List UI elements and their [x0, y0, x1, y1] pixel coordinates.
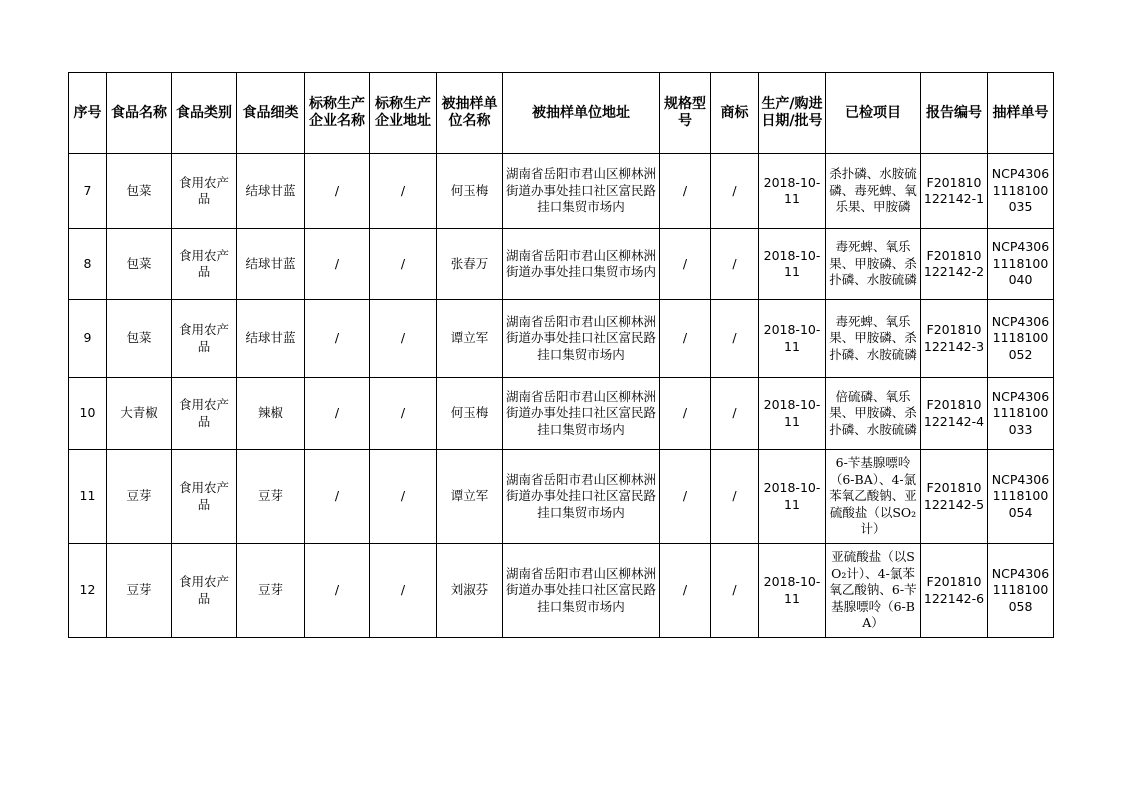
cell-labeled-producer: / — [305, 544, 370, 638]
cell-seq: 9 — [69, 300, 107, 378]
cell-labeled-address: / — [370, 229, 437, 300]
cell-food-subcategory: 辣椒 — [237, 378, 305, 450]
cell-tested-items: 6-苄基腺嘌呤（6-BA）、4-氯苯氧乙酸钠、亚硫酸盐（以SO₂计） — [826, 450, 921, 544]
cell-labeled-producer: / — [305, 450, 370, 544]
cell-food-subcategory: 结球甘蓝 — [237, 229, 305, 300]
cell-food-subcategory: 豆芽 — [237, 450, 305, 544]
cell-labeled-producer: / — [305, 154, 370, 229]
header-sample-no: 抽样单号 — [988, 73, 1054, 154]
cell-seq: 12 — [69, 544, 107, 638]
cell-tested-items: 毒死蜱、氧乐果、甲胺磷、杀扑磷、水胺硫磷 — [826, 300, 921, 378]
cell-report-no: F201810122142-2 — [921, 229, 988, 300]
cell-food-name: 豆芽 — [107, 544, 172, 638]
cell-sample-no: NCP43061118100052 — [988, 300, 1054, 378]
table-row — [69, 300, 1054, 378]
cell-report-no: F201810122142-3 — [921, 300, 988, 378]
cell-sample-no: NCP43061118100040 — [988, 229, 1054, 300]
header-sampled-unit: 被抽样单位名称 — [437, 73, 503, 154]
header-food-category: 食品类别 — [172, 73, 237, 154]
cell-sample-no: NCP43061118100054 — [988, 450, 1054, 544]
cell-spec-model: / — [660, 544, 711, 638]
cell-labeled-address: / — [370, 450, 437, 544]
cell-spec-model: / — [660, 378, 711, 450]
cell-tested-items: 毒死蜱、氧乐果、甲胺磷、杀扑磷、水胺硫磷 — [826, 229, 921, 300]
cell-sample-no: NCP43061118100058 — [988, 544, 1054, 638]
cell-food-name: 包菜 — [107, 154, 172, 229]
cell-labeled-address: / — [370, 544, 437, 638]
cell-sampled-address: 湖南省岳阳市君山区柳林洲街道办事处挂口社区富民路挂口集贸市场内 — [503, 450, 660, 544]
cell-sampled-address: 湖南省岳阳市君山区柳林洲街道办事处挂口社区富民路挂口集贸市场内 — [503, 378, 660, 450]
cell-spec-model: / — [660, 229, 711, 300]
cell-sample-no: NCP43061118100035 — [988, 154, 1054, 229]
cell-sampled-unit: 张春万 — [437, 229, 503, 300]
cell-report-no: F201810122142-4 — [921, 378, 988, 450]
table-row — [69, 450, 1054, 544]
cell-food-category: 食用农产品 — [172, 450, 237, 544]
header-sampled-address: 被抽样单位地址 — [503, 73, 660, 154]
header-spec-model: 规格型号 — [660, 73, 711, 154]
header-seq: 序号 — [69, 73, 107, 154]
cell-trademark: / — [711, 154, 759, 229]
cell-food-name: 豆芽 — [107, 450, 172, 544]
header-row — [69, 73, 1054, 154]
cell-labeled-producer: / — [305, 229, 370, 300]
cell-spec-model: / — [660, 154, 711, 229]
cell-sampled-unit: 何玉梅 — [437, 378, 503, 450]
cell-date-batch: 2018-10-11 — [759, 378, 826, 450]
cell-date-batch: 2018-10-11 — [759, 450, 826, 544]
header-date-batch: 生产/购进日期/批号 — [759, 73, 826, 154]
cell-food-name: 包菜 — [107, 300, 172, 378]
table-row — [69, 378, 1054, 450]
cell-seq: 7 — [69, 154, 107, 229]
cell-tested-items: 倍硫磷、氧乐果、甲胺磷、杀扑磷、水胺硫磷 — [826, 378, 921, 450]
cell-labeled-address: / — [370, 378, 437, 450]
cell-date-batch: 2018-10-11 — [759, 229, 826, 300]
cell-sampled-unit: 谭立军 — [437, 450, 503, 544]
cell-tested-items: 亚硫酸盐（以SO₂计）、4-氯苯氧乙酸钠、6-苄基腺嘌呤（6-BA） — [826, 544, 921, 638]
cell-food-category: 食用农产品 — [172, 300, 237, 378]
cell-food-subcategory: 结球甘蓝 — [237, 154, 305, 229]
cell-labeled-address: / — [370, 154, 437, 229]
header-report-no: 报告编号 — [921, 73, 988, 154]
cell-seq: 10 — [69, 378, 107, 450]
cell-food-category: 食用农产品 — [172, 229, 237, 300]
cell-sampled-address: 湖南省岳阳市君山区柳林洲街道办事处挂口集贸市场内 — [503, 229, 660, 300]
cell-sample-no: NCP43061118100033 — [988, 378, 1054, 450]
header-labeled-address: 标称生产企业地址 — [370, 73, 437, 154]
cell-food-category: 食用农产品 — [172, 154, 237, 229]
sampling-results-table-container — [68, 72, 1054, 638]
cell-seq: 8 — [69, 229, 107, 300]
cell-food-subcategory: 豆芽 — [237, 544, 305, 638]
cell-trademark: / — [711, 450, 759, 544]
cell-trademark: / — [711, 300, 759, 378]
table-header — [69, 73, 1054, 154]
header-trademark: 商标 — [711, 73, 759, 154]
cell-food-name: 包菜 — [107, 229, 172, 300]
header-labeled-producer: 标称生产企业名称 — [305, 73, 370, 154]
cell-report-no: F201810122142-5 — [921, 450, 988, 544]
table-body — [69, 154, 1054, 638]
cell-food-category: 食用农产品 — [172, 544, 237, 638]
cell-report-no: F201810122142-1 — [921, 154, 988, 229]
cell-date-batch: 2018-10-11 — [759, 154, 826, 229]
cell-sampled-address: 湖南省岳阳市君山区柳林洲街道办事处挂口社区富民路挂口集贸市场内 — [503, 544, 660, 638]
cell-trademark: / — [711, 544, 759, 638]
table-row — [69, 154, 1054, 229]
cell-report-no: F201810122142-6 — [921, 544, 988, 638]
header-food-subcategory: 食品细类 — [237, 73, 305, 154]
table-row — [69, 544, 1054, 638]
cell-sampled-address: 湖南省岳阳市君山区柳林洲街道办事处挂口社区富民路挂口集贸市场内 — [503, 154, 660, 229]
header-tested-items: 已检项目 — [826, 73, 921, 154]
header-food-name: 食品名称 — [107, 73, 172, 154]
sampling-results-table — [68, 72, 1054, 638]
cell-food-subcategory: 结球甘蓝 — [237, 300, 305, 378]
cell-food-category: 食用农产品 — [172, 378, 237, 450]
cell-tested-items: 杀扑磷、水胺硫磷、毒死蜱、氧乐果、甲胺磷 — [826, 154, 921, 229]
cell-seq: 11 — [69, 450, 107, 544]
cell-sampled-unit: 何玉梅 — [437, 154, 503, 229]
cell-labeled-producer: / — [305, 378, 370, 450]
cell-trademark: / — [711, 378, 759, 450]
cell-trademark: / — [711, 229, 759, 300]
cell-labeled-address: / — [370, 300, 437, 378]
cell-spec-model: / — [660, 450, 711, 544]
cell-sampled-unit: 刘淑芬 — [437, 544, 503, 638]
cell-date-batch: 2018-10-11 — [759, 544, 826, 638]
table-row — [69, 229, 1054, 300]
cell-sampled-unit: 谭立军 — [437, 300, 503, 378]
cell-sampled-address: 湖南省岳阳市君山区柳林洲街道办事处挂口社区富民路挂口集贸市场内 — [503, 300, 660, 378]
cell-labeled-producer: / — [305, 300, 370, 378]
cell-date-batch: 2018-10-11 — [759, 300, 826, 378]
cell-spec-model: / — [660, 300, 711, 378]
cell-food-name: 大青椒 — [107, 378, 172, 450]
